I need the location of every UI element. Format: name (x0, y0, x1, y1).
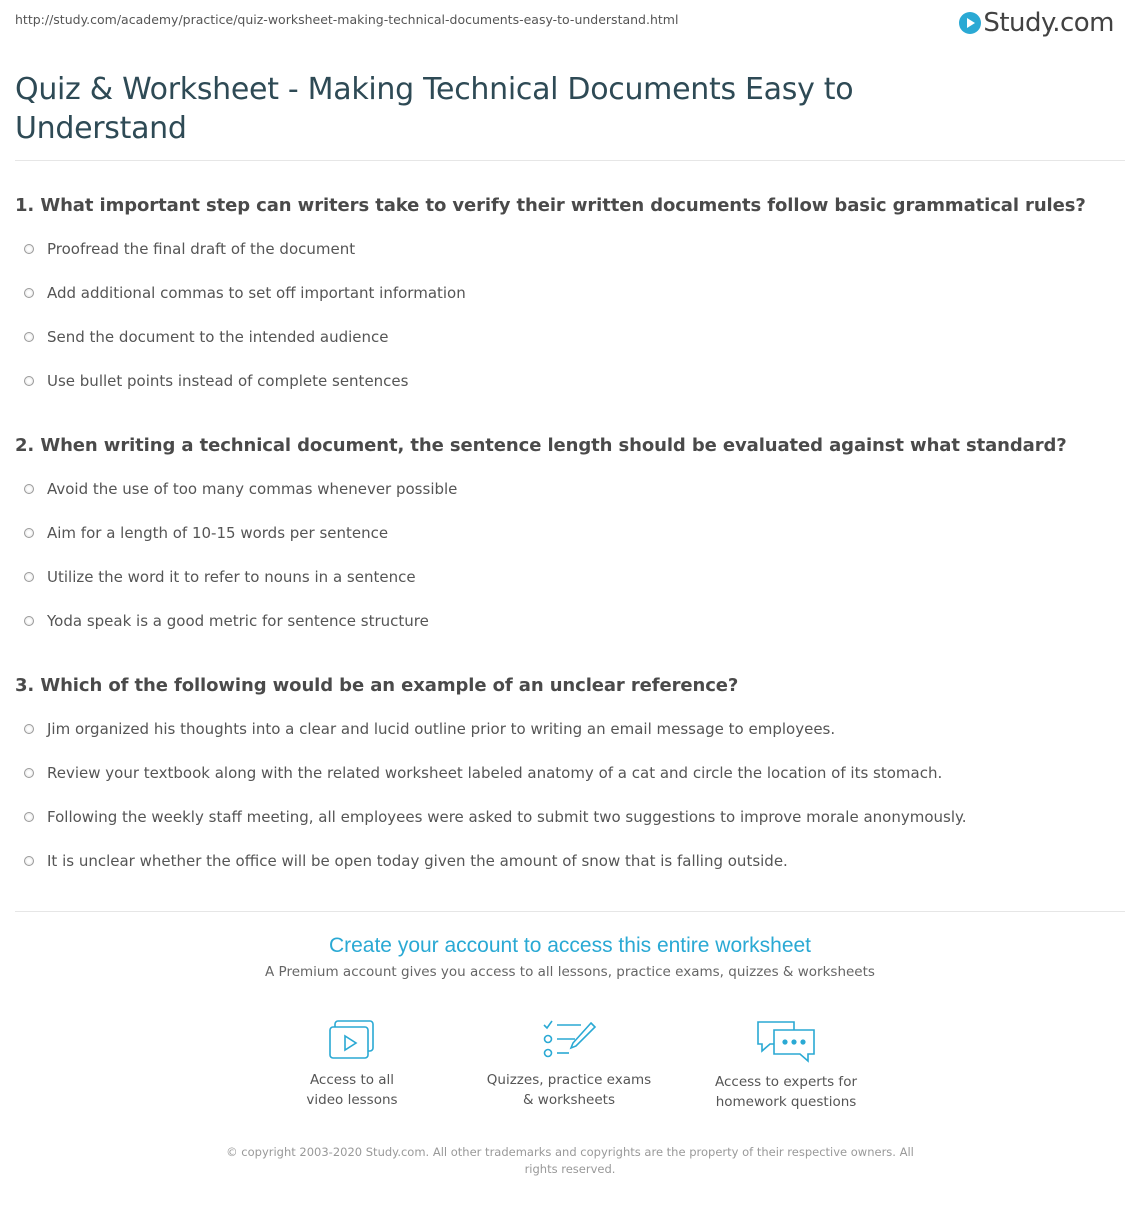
divider (15, 911, 1125, 912)
answer-label: Avoid the use of too many commas whenever possible (47, 480, 458, 498)
question-2: 2. When writing a technical document, the sentence length should be evaluated against what standard? (15, 435, 1067, 456)
answer-option[interactable] (24, 524, 388, 542)
copyright-footer: © copyright 2003-2020 Study.com. All other trademarks and copyrights are the property of their respective owners. All rights reserved. (226, 1145, 914, 1176)
answer-label: It is unclear whether the office will be open today given the amount of snow that is falling outside. (47, 852, 788, 870)
answer-label: Following the weekly staff meeting, all employees were asked to submit two suggestions to improve morale anonymously. (47, 808, 967, 826)
radio-icon[interactable] (24, 332, 34, 342)
video-lessons-icon (326, 1018, 378, 1062)
answer-option[interactable] (24, 612, 429, 630)
question-1: 1. What important step can writers take to verify their written documents follow basic grammatical rules? (15, 195, 1086, 216)
feature-video-lessons (252, 1018, 452, 1110)
radio-icon[interactable] (24, 288, 34, 298)
feature-line: Access to experts for (714, 1074, 857, 1090)
answer-label: Yoda speak is a good metric for sentence structure (47, 612, 429, 630)
answer-label: Add additional commas to set off important information (47, 284, 466, 302)
radio-icon[interactable] (24, 244, 34, 254)
feature-quizzes (469, 1018, 669, 1110)
radio-icon[interactable] (24, 376, 34, 386)
answer-option[interactable] (24, 372, 408, 390)
answer-label: Proofread the final draft of the document (47, 240, 356, 258)
answer-label: Utilize the word it to refer to nouns in a sentence (47, 568, 416, 586)
radio-icon[interactable] (24, 768, 34, 778)
answer-label: Jim organized his thoughts into a clear and lucid outline prior to writing an email message to employees. (47, 720, 836, 738)
radio-icon[interactable] (24, 528, 34, 538)
feature-experts (686, 1018, 886, 1112)
answer-label: Aim for a length of 10-15 words per sentence (47, 524, 389, 542)
create-account-link[interactable]: Create your account to access this entire worksheet (328, 934, 812, 957)
feature-line: & worksheets (522, 1092, 615, 1108)
feature-line: homework questions (715, 1094, 857, 1110)
feature-line: video lessons (306, 1092, 398, 1108)
answer-label: Review your textbook along with the related worksheet labeled anatomy of a cat and circle the location of its stomach. (47, 764, 943, 782)
page-url: http://study.com/academy/practice/quiz-worksheet-making-technical-documents-easy-to-understand.html (15, 12, 679, 27)
logo-text: Study.com (983, 8, 1114, 38)
radio-icon[interactable] (24, 724, 34, 734)
radio-icon[interactable] (24, 484, 34, 494)
feature-line: Quizzes, practice exams (486, 1072, 652, 1088)
answer-option[interactable] (24, 480, 457, 498)
answer-option[interactable] (24, 852, 788, 870)
answer-label: Send the document to the intended audience (47, 328, 389, 346)
play-logo-icon (959, 12, 981, 34)
answer-label: Use bullet points instead of complete sentences (47, 372, 409, 390)
answer-option[interactable] (24, 240, 355, 258)
page-title: Quiz & Worksheet - Making Technical Documents Easy to Understand (15, 72, 854, 146)
radio-icon[interactable] (24, 812, 34, 822)
answer-option[interactable] (24, 808, 967, 826)
answer-option[interactable] (24, 720, 835, 738)
divider (15, 160, 1125, 161)
radio-icon[interactable] (24, 616, 34, 626)
answer-option[interactable] (24, 764, 942, 782)
answer-option[interactable] (24, 284, 466, 302)
chat-bubbles-icon (754, 1018, 818, 1064)
feature-line: Access to all (309, 1072, 395, 1088)
cta-subtitle: A Premium account gives you access to all lessons, practice exams, quizzes & worksheets (265, 964, 875, 980)
question-3: 3. Which of the following would be an example of an unclear reference? (15, 675, 739, 696)
study-logo[interactable] (959, 8, 1114, 38)
answer-option[interactable] (24, 568, 416, 586)
radio-icon[interactable] (24, 856, 34, 866)
radio-icon[interactable] (24, 572, 34, 582)
answer-option[interactable] (24, 328, 389, 346)
quiz-checklist-icon (541, 1018, 597, 1062)
